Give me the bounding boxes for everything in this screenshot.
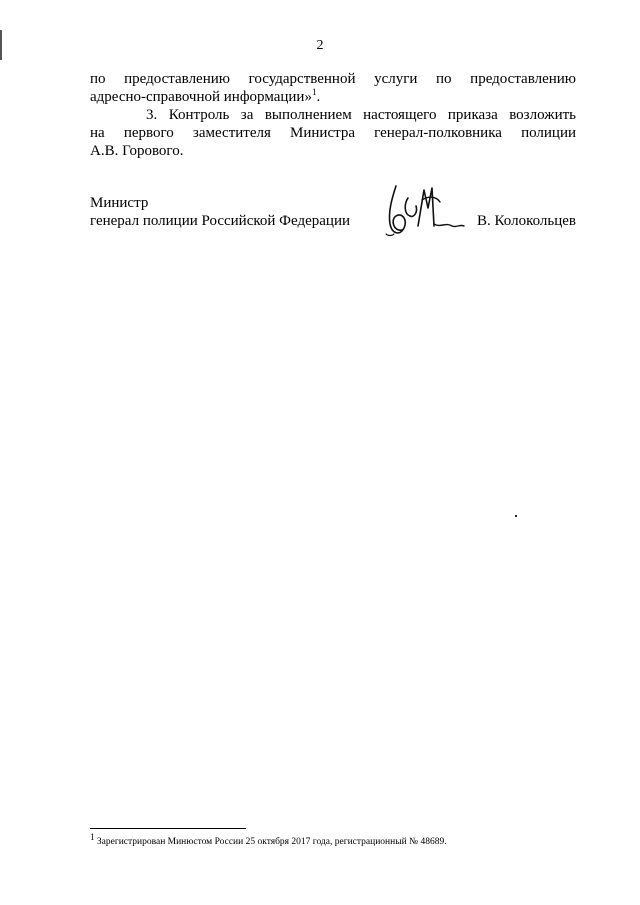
text-fragment: адресно-справочной информации» [90, 89, 312, 105]
page-number: 2 [316, 38, 324, 53]
paragraph-control-clause [90, 106, 576, 160]
footnote-reference: 1 [311, 87, 317, 97]
handwritten-signature [378, 178, 468, 243]
text-line [90, 88, 576, 106]
scan-speck [515, 515, 517, 517]
text-line: на первого заместителя Министра генерал-полковника полиции [90, 125, 576, 141]
text-line: А.В. Горового. [90, 143, 184, 159]
text-fragment: . [316, 89, 321, 105]
paragraph-continuation [90, 70, 576, 106]
signatory-rank: генерал полиции Российской Федерации [90, 213, 351, 229]
text-line: 3. Контроль за выполнением настоящего приказа возложить [146, 107, 576, 123]
signatory-position: Министр [90, 195, 149, 211]
footnote-mark: 1 [90, 831, 95, 842]
footnote-text: Зарегистрирован Минюстом России 25 октября 2017 года, регистрационный № 48689. [96, 837, 447, 847]
signatory-title [90, 194, 350, 230]
signatory-name: В. Колокольцев [477, 213, 576, 229]
footnote [90, 831, 447, 848]
text-line: по предоставлению государственной услуги по предоставлению [90, 71, 576, 87]
footnote-separator [90, 828, 246, 829]
